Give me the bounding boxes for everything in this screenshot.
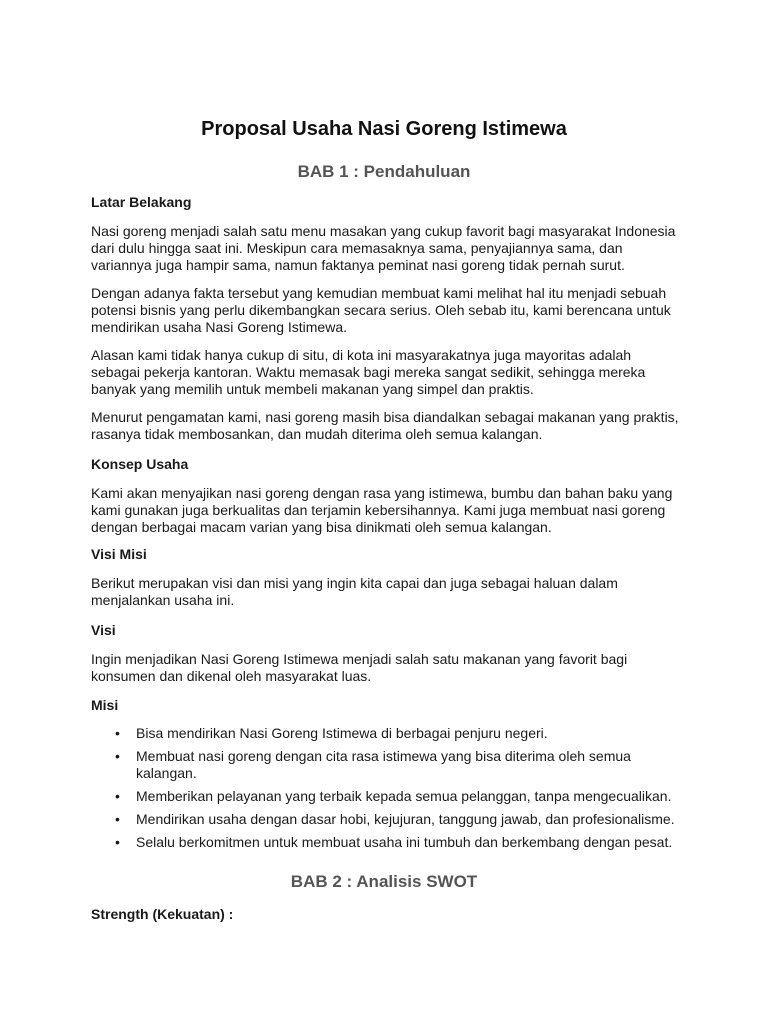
list-item-text: Mendirikan usaha dengan dasar hobi, kejujuran, tanggung jawab, dan profesionalisme. bbox=[136, 811, 675, 827]
paragraph-konsep-usaha: Kami akan menyajikan nasi goreng dengan rasa yang istimewa, bumbu dan bahan baku yang kami gunakan juga berkualitas dan terjamin kebersihannya. Kami juga membuat nasi goreng dengan berbagai macam varian yang bisa dinikmati oleh semua kalangan. bbox=[91, 485, 673, 535]
list-item-text: Memberikan pelayanan yang terbaik kepada semua pelanggan, tanpa mengecualikan. bbox=[136, 788, 672, 804]
list-item bbox=[91, 725, 681, 742]
list-item bbox=[91, 811, 681, 828]
section-heading-latar-belakang: Latar Belakang bbox=[91, 194, 192, 210]
section-heading-strength: Strength (Kekuatan) : bbox=[91, 906, 234, 922]
section-heading-konsep-usaha: Konsep Usaha bbox=[91, 456, 189, 472]
paragraph-visi-misi: Berikut merupakan visi dan misi yang ingin kita capai dan juga sebagai haluan dalam menjalankan usaha ini. bbox=[91, 575, 618, 608]
paragraph-visi: Ingin menjadikan Nasi Goreng Istimewa menjadi salah satu makanan yang favorit bagi konsumen dan dikenal oleh masyarakat luas. bbox=[91, 651, 628, 684]
bullet-icon: • bbox=[115, 811, 120, 827]
section-heading-misi: Misi bbox=[91, 697, 119, 713]
section-heading-visi: Visi bbox=[91, 622, 116, 638]
list-item bbox=[91, 834, 681, 851]
paragraph-latar-belakang-2: Dengan adanya fakta tersebut yang kemudian membuat kami melihat hal itu menjadi sebuah potensi bisnis yang perlu dikembangkan secara serius. Oleh sebab itu, kami berencana untuk mendirikan usaha Nasi Goreng Istimewa. bbox=[91, 285, 671, 335]
page-title: Proposal Usaha Nasi Goreng Istimewa bbox=[201, 118, 567, 140]
list-item-text: Selalu berkomitmen untuk membuat usaha ini tumbuh dan berkembang dengan pesat. bbox=[136, 834, 673, 850]
bullet-icon: • bbox=[115, 788, 120, 804]
paragraph-latar-belakang-4: Menurut pengamatan kami, nasi goreng masih bisa diandalkan sebagai makanan yang praktis, rasanya tidak membosankan, dan mudah diterima oleh semua kalangan. bbox=[91, 409, 679, 442]
paragraph-latar-belakang-1: Nasi goreng menjadi salah satu menu masakan yang cukup favorit bagi masyarakat Indonesia dari dulu hingga saat ini. Meskipun cara memasaknya sama, penyajiannya sama, dan variannya juga hampir sama, namun faktanya peminat nasi goreng tidak pernah surut. bbox=[91, 223, 676, 273]
list-item bbox=[91, 788, 681, 805]
paragraph-latar-belakang-3: Alasan kami tidak hanya cukup di situ, di kota ini masyarakatnya juga mayoritas adalah sebagai pekerja kantoran. Waktu memasak bagi mereka sangat sedikit, sehingga mereka banyak yang memilih untuk membeli makanan yang simpel dan praktis. bbox=[91, 347, 646, 397]
section-heading-visi-misi: Visi Misi bbox=[91, 546, 147, 562]
bullet-icon: • bbox=[115, 834, 120, 850]
misi-list bbox=[91, 725, 681, 857]
bullet-icon: • bbox=[115, 748, 120, 764]
chapter-heading-bab-1: BAB 1 : Pendahuluan bbox=[297, 162, 471, 181]
list-item-text: Membuat nasi goreng dengan cita rasa istimewa yang bisa diterima oleh semua kalangan. bbox=[136, 748, 631, 781]
list-item bbox=[91, 748, 681, 782]
list-item-text: Bisa mendirikan Nasi Goreng Istimewa di berbagai penjuru negeri. bbox=[136, 725, 548, 741]
bullet-icon: • bbox=[115, 725, 120, 741]
chapter-heading-bab-2: BAB 2 : Analisis SWOT bbox=[290, 872, 478, 891]
